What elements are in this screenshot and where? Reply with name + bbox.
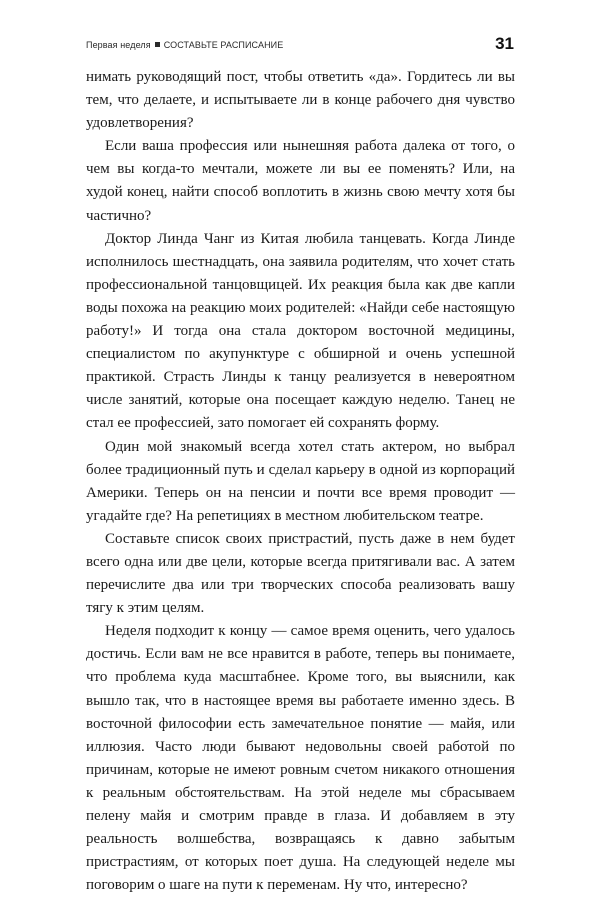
body-text [86, 66, 515, 897]
paragraph: Если ваша профессия или нынешняя работа далека от того, о чем вы когда-то мечтали, можете ли вы ее поменять? Или, на худой конец, найти способ воплотить в жизнь свою мечту хотя бы частично? [86, 138, 515, 224]
paragraph: Доктор Линда Чанг из Китая любила танцевать. Когда Линде исполнилось шестнадцать, она заявила родителям, что хочет стать профессиональной танцовщицей. Их реакция была как две капли воды похожа на реакцию моих родителей: «Найди себе настоящую работу!» И тогда она стала доктором восточной медицины, специалистом по акупунктуре с обширной и очень успешной практикой. Страсть Линды к танцу реализуется в невероятном числе занятий, которые она посещает каждую неделю. Танец не стал ее профессией, зато помогает ей сохранять форму. [86, 230, 515, 432]
paragraph: Неделя подходит к концу — самое время оценить, чего удалось достичь. Если вам не все нравится в работе, теперь вы понимаете, что проблема куда масштабнее. Кроме того, вы выяснили, как вышло так, что в настоящее время вы работаете именно здесь. В восточной философии есть замечательное понятие — майя, или иллюзия. Часто люди бывают недовольны своей работой по причинам, которые не имеют ровным счетом никакого отношения к реальным обстоятельствам. На этой неделе мы сбрасываем пелену майя и смотрим правде в глаза. И добавляем в эту реальность волшебства, возвращаясь к давно забытым пристрастиям, от которых поет душа. На следующей неделе мы поговорим о шаге на пути к переменам. Ну что, интересно? [86, 623, 515, 894]
running-header [86, 40, 283, 50]
page-number: 31 [495, 34, 514, 53]
paragraph: Один мой знакомый всегда хотел стать актером, но выбрал более традиционный путь и сделал карьеру в одной из корпораций Америки. Теперь он на пенсии и почти все время проводит — угадайте где? На репетициях в местном любительском театре. [86, 438, 515, 524]
paragraph: Составьте список своих пристрастий, пусть даже в нем будет всего одна или две цели, которые всегда притягивали вас. А затем перечислите два или три творческих способа реализовать вашу тягу к этим целям. [86, 530, 515, 617]
chapter-title: СОСТАВЬТЕ РАСПИСАНИЕ [163, 40, 284, 50]
square-separator-icon [155, 42, 160, 47]
paragraph: нимать руководящий пост, чтобы ответить «да». Гордитесь ли вы тем, что делаете, и испытываете ли в конце рабочего дня чувство удовлетворения? [86, 69, 515, 132]
section-title: Первая неделя [86, 40, 151, 50]
